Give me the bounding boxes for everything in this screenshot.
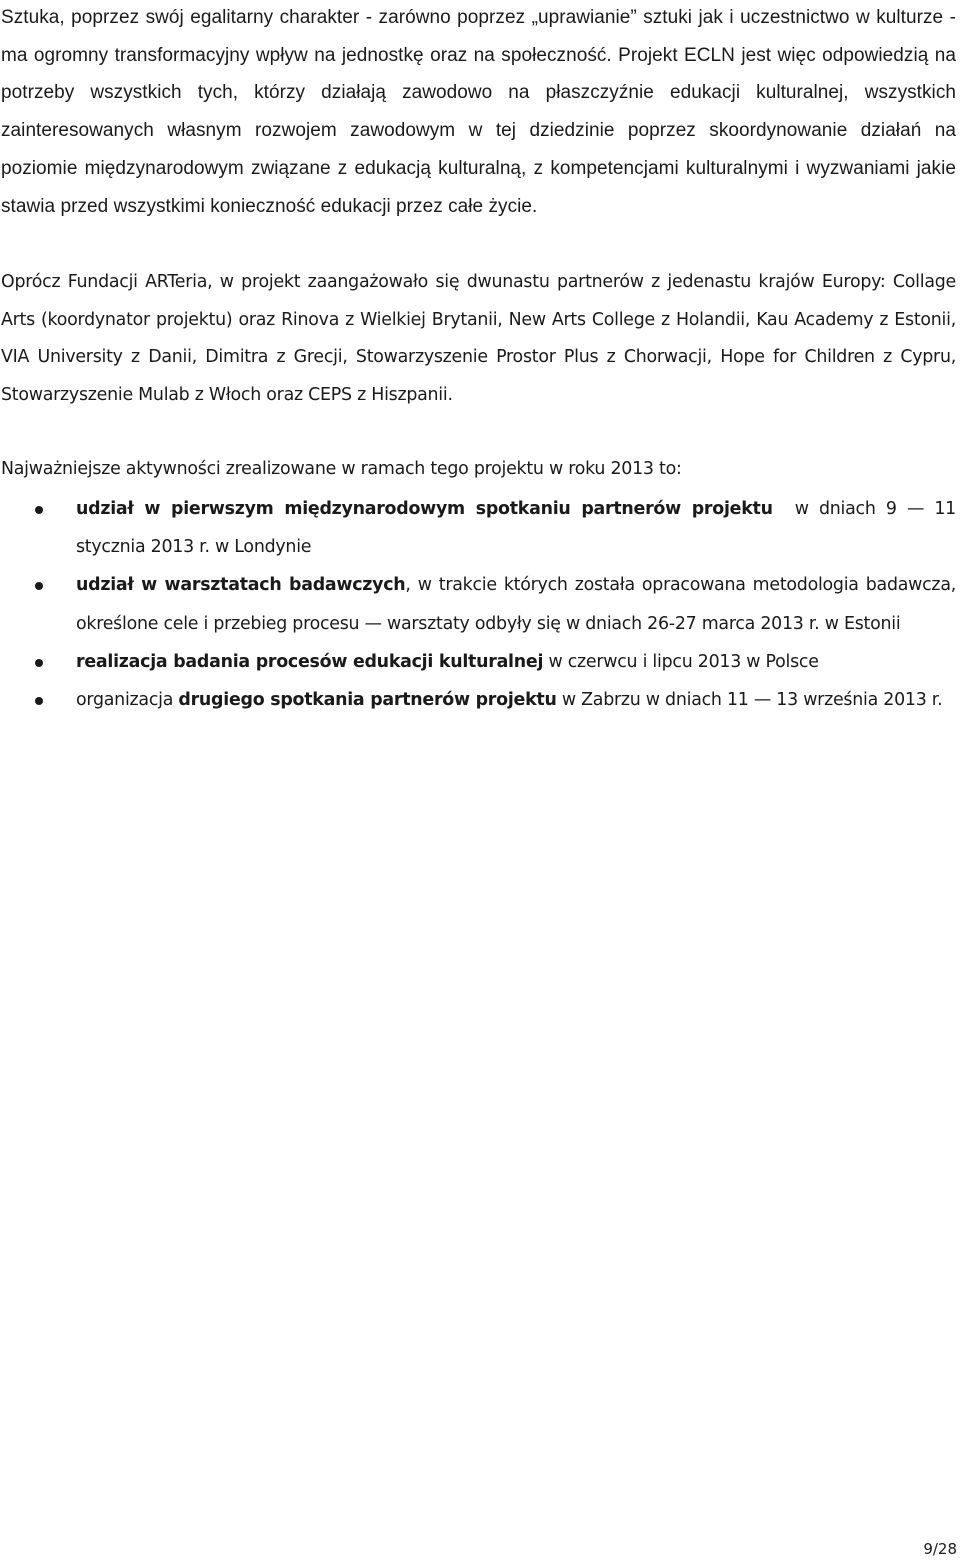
bullet-icon	[35, 697, 43, 705]
list-item	[0, 566, 956, 642]
list-item-bold: udział w pierwszym międzynarodowym spotkaniu partnerów projektu	[76, 499, 773, 519]
paragraph-intro: Sztuka, poprzez swój egalitarny charakter - zarówno poprzez „uprawianie” sztuki jak i uczestnictwo w kulturze - ma ogromny transformacyjny wpływ na jednostkę oraz na społeczność. Projekt ECLN jest więc odpowiedzią na potrzeby wszystkich tych, którzy działają zawodowo na płaszczyźnie edukacji kulturalnej, wszystkich zainteresowanych własnym rozwojem zawodowym w tej dziedzinie poprzez skoordynowanie działań na poziomie międzynarodowym związane z edukacją kulturalną, z kompetencjami kulturalnymi i wyzwaniami jakie stawia przed wszystkimi konieczność edukacji przez całe życie.	[1, 7, 956, 217]
list-item-text: w Zabrzu w dniach 11 — 13 września 2013 r.	[556, 690, 943, 711]
list-item-prefix: organizacja	[76, 690, 179, 711]
page-number: 9/28	[923, 1540, 957, 1558]
list-item-text: w dniach 9 — 11 stycznia 2013 r. w Londynie	[76, 499, 956, 558]
paragraph-partners: Oprócz Fundacji ARTeria, w projekt zaangażowało się dwunastu partnerów z jedenastu krajów Europy: Collage Arts (koordynator projektu) oraz Rinova z Wielkiej Brytanii, New Arts College z Holandii, Kau Academy z Estonii, VIA University z Danii, Dimitra z Grecji, Stowarzyszenie Prostor Plus z Chorwacji, Hope for Children z Cypru, Stowarzyszenie Mulab z Włoch oraz CEPS z Hiszpanii.	[1, 272, 956, 406]
list-item-bold: drugiego spotkania partnerów projektu	[178, 690, 557, 711]
list-item-text: , w trakcie których została opracowana metodologia badawcza, określone cele i przebieg procesu — warsztaty odbyły się w dniach 26-27 marca 2013 r. w Estonii	[76, 575, 956, 634]
bullet-icon	[35, 506, 43, 514]
list-intro: Najważniejsze aktywności zrealizowane w ramach tego projektu w roku 2013 to:	[1, 459, 682, 479]
list-item-bold: realizacja badania procesów edukacji kulturalnej	[76, 651, 544, 672]
list-item-bold: udział w warsztatach badawczych	[76, 575, 406, 596]
activities-list	[0, 490, 956, 719]
bullet-icon	[35, 659, 43, 667]
list-item	[0, 643, 956, 681]
bullet-icon	[35, 582, 43, 590]
list-item-text: w czerwcu i lipcu 2013 w Polsce	[543, 651, 819, 672]
list-item	[0, 681, 956, 719]
list-item	[0, 490, 956, 566]
